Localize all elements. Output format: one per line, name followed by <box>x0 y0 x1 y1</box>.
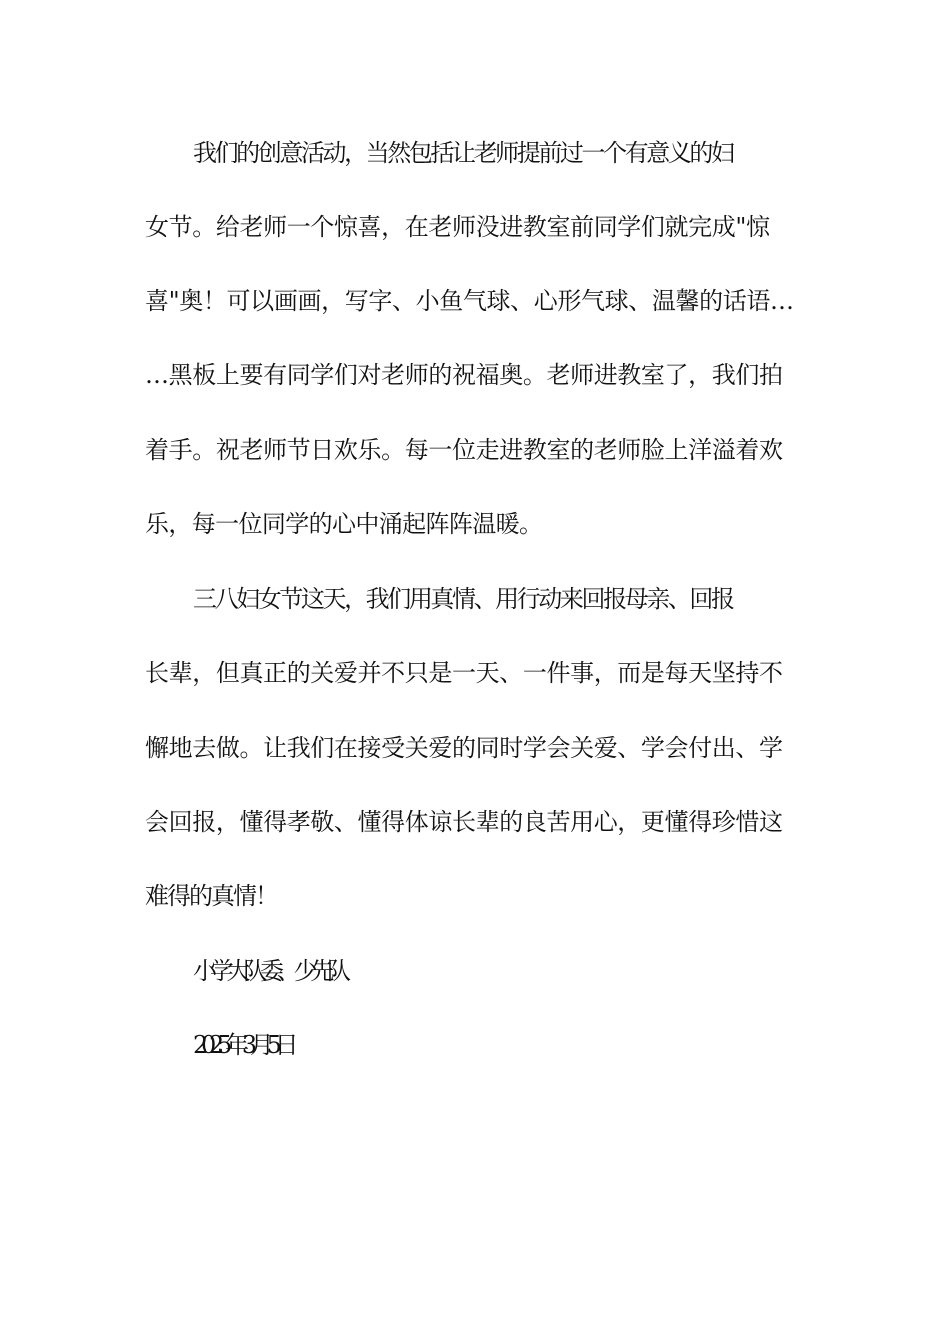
paragraph-line: 难得的真情！ <box>145 882 277 910</box>
paragraph-line: …黑板上要有同学们对老师的祝福奥。老师进教室了，我们拍 <box>145 361 783 389</box>
paragraph-line: 着手。祝老师节日欢乐。每一位走进教室的老师脸上洋溢着欢 <box>145 436 783 464</box>
paragraph-line: 我们的创意活动，当然包括让老师提前过一个有意义的妇 <box>193 139 733 167</box>
paragraph-line: 女节。给老师一个惊喜，在老师没进教室前同学们就完成"惊 <box>145 213 770 241</box>
paragraph-line: 乐，每一位同学的心中涌起阵阵温暖。 <box>145 510 543 538</box>
paragraph-line: 懈地去做。让我们在接受关爱的同时学会关爱、学会付出、学 <box>145 734 783 762</box>
paragraph-line: 会回报，懂得孝敬、懂得体谅长辈的良苦用心，更懂得珍惜这 <box>145 808 783 836</box>
signature: 小学大队委、少先队 <box>193 957 344 985</box>
paragraph-line: 三八妇女节这天，我们用真情、用行动来回报母亲、回报 <box>193 585 733 613</box>
paragraph-line: 长辈，但真正的关爱并不只是一天、一件事，而是每天坚持不 <box>145 659 783 687</box>
date: 2025年3月5日 <box>193 1031 292 1059</box>
paragraph-line: 喜"奥！可以画画，写字、小鱼气球、心形气球、温馨的话语… <box>145 287 794 315</box>
